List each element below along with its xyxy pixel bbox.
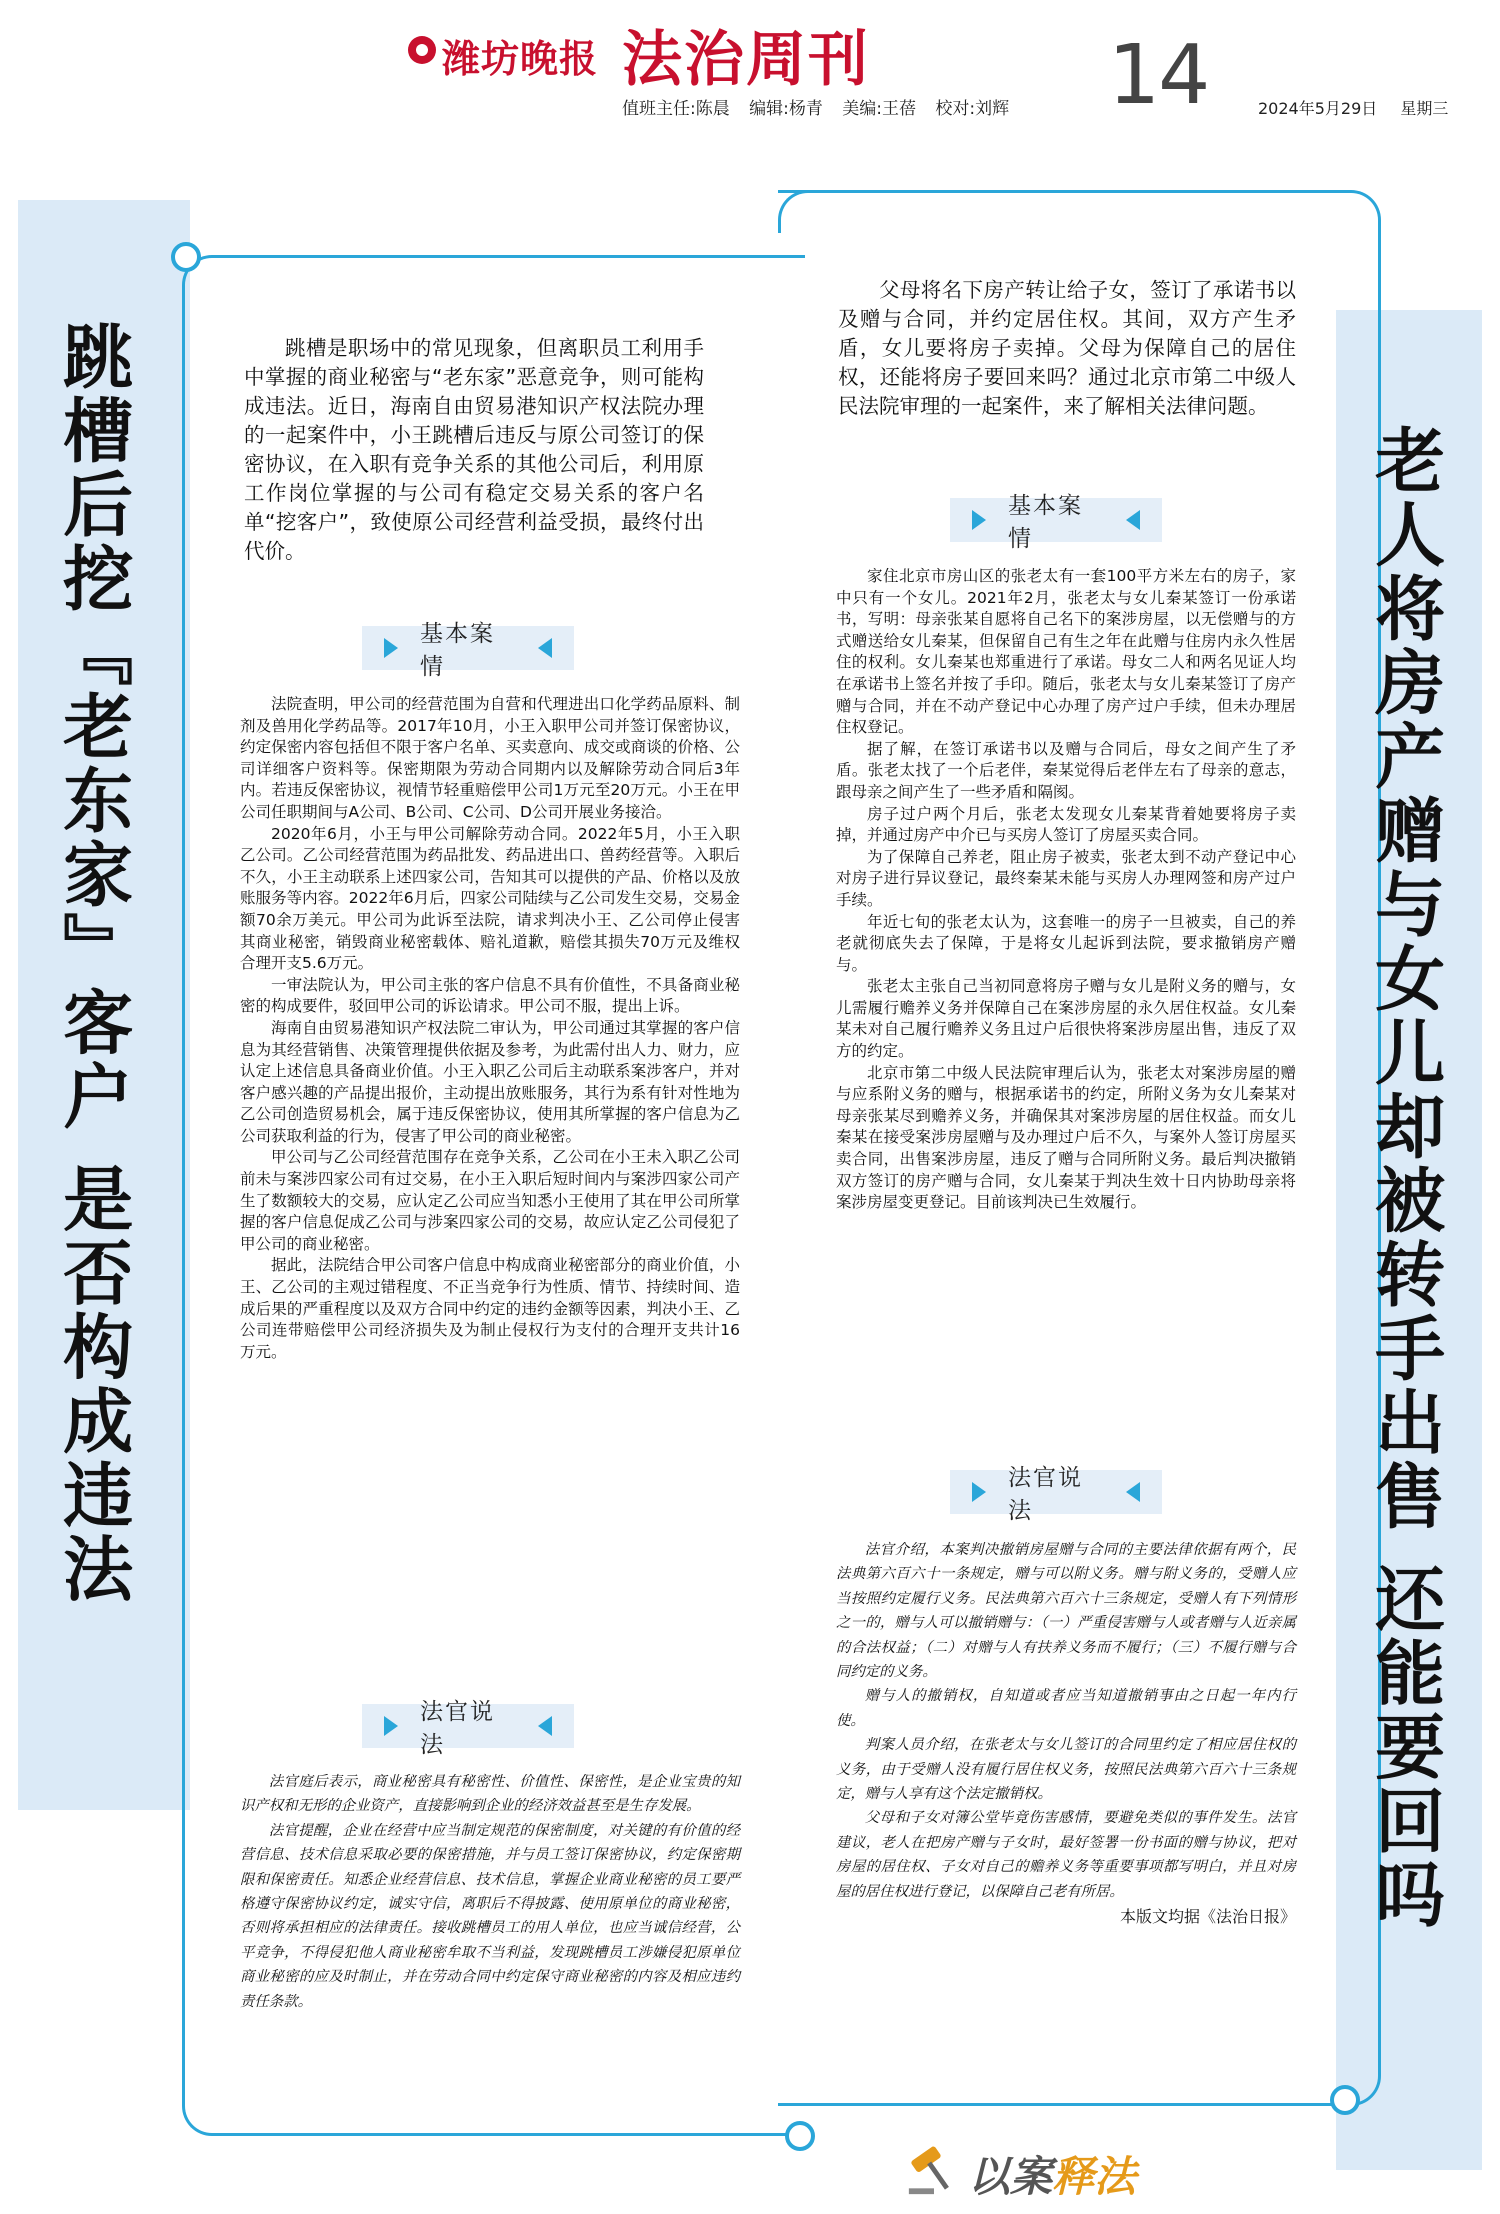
right-judge-paragraph: 法官介绍，本案判决撤销房屋赠与合同的主要法律依据有两个，民法典第六百六十一条规定，赠与可以附义务。赠与附义务的，受赠人应当按照约定履行义务。民法典第六百六十三条规定，受赠人有下列情形之一的，赠与人可以撤销赠与：（一）严重侵害赠与人或者赠与人近亲属的合法权益；（二）对赠与人有扶养义务而不履行；（三）不履行赠与合同约定的义务。: [836, 1542, 1296, 1681]
issue-weekday: 星期三: [1400, 99, 1449, 118]
staff-credits: [622, 94, 1023, 119]
section-name: 法治周刊: [622, 25, 870, 95]
credit-duty-editor: 值班主任:陈晨: [622, 99, 730, 119]
left-case-paragraph: 一审法院认为，甲公司主张的客户信息不具有价值性，不具备商业秘密的构成要件，驳回甲公司的诉讼请求。甲公司不服，提出上诉。: [240, 975, 740, 1016]
tag-arrow-right-icon: [972, 1482, 986, 1502]
right-section-tag-judge: [950, 1465, 1162, 1524]
paper-name: 潍坊晚报: [442, 36, 599, 81]
left-case-paragraph: 甲公司与乙公司经营范围存在竞争关系，乙公司在小王未入职乙公司前未与案涉四家公司有过交易，在小王入职后短时间内与案涉四家公司产生了数额较大的交易，应认定乙公司应当知悉小王使用了其在甲公司所掌握的客户信息促成乙公司与涉案四家公司的交易，故应认定乙公司侵犯了甲公司的商业秘密。: [240, 1148, 740, 1253]
left-case-paragraph: 2020年6月，小王与甲公司解除劳动合同。2022年5月，小王入职乙公司。乙公司经营范围为药品批发、药品进出口、兽药经营等。入职后不久，小王主动联系上述四家公司，告知其可以提供的产品、价格以及放账服务等内容。2022年6月后，四家公司陆续与乙公司发生交易，交易金额70余万美元。甲公司为此诉至法院，请求判决小王、乙公司停止侵害其商业秘密，销毁商业秘密载体、赔礼道歉，赔偿其损失70万元及维权合理开支5.6万元。: [240, 824, 740, 973]
tag-arrow-right-icon: [384, 638, 398, 658]
tag-arrow-left-icon: [538, 1716, 552, 1736]
issue-date: 2024年5月29日: [1258, 99, 1378, 118]
right-judge-paragraph: 赠与人的撤销权，自知道或者应当知道撤销事由之日起一年内行使。: [836, 1688, 1296, 1729]
column-brand-part2: 释法: [1052, 2152, 1137, 2201]
paper-logo-icon: [408, 36, 436, 64]
left-section-tag-case: [362, 621, 574, 680]
right-judge-body: [836, 1538, 1296, 1927]
right-case-paragraph: 房子过户两个月后，张老太发现女儿秦某背着她要将房子卖掉，并通过房产中介已与买房人签订了房屋买卖合同。: [836, 804, 1296, 845]
left-case-body: [240, 694, 740, 1363]
left-frame-dot-icon: [171, 242, 201, 272]
dateline: [1258, 96, 1466, 119]
right-section1-title: 基本案情: [1008, 493, 1083, 552]
right-case-paragraph: 据了解，在签订承诺书以及赠与合同后，母女之间产生了矛盾。张老太找了一个后老伴，秦某觉得后老伴左右了母亲的意志，跟母亲之间产生了一些矛盾和隔阂。: [836, 739, 1296, 801]
tag-arrow-left-icon: [1126, 1482, 1140, 1502]
credit-editor: 编辑:杨青: [749, 99, 823, 119]
right-headline: 老人将房产赠与女儿却被转手出售 还能要回吗: [1363, 424, 1446, 1933]
left-lead: 跳槽是职场中的常见现象，但离职员工利用手中掌握的商业秘密与“老东家”恶意竞争，则可能构成违法。近日，海南自由贸易港知识产权法院办理的一起案件中，小王跳槽后违反与原公司签订的保密协议，在入职有竞争关系的其他公司后，利用原工作岗位掌握的与公司有稳定交易关系的客户名单“挖客户”，致使原公司经营利益受损，最终付出代价。: [244, 336, 704, 563]
right-section-tag-case: [950, 493, 1162, 552]
left-section-tag-judge: [362, 1699, 574, 1758]
left-frame-dot-bottom-icon: [785, 2121, 815, 2151]
credit-designer: 美编:王蓓: [842, 99, 917, 119]
column-brand-part1: 以案: [968, 2152, 1053, 2201]
right-case-paragraph: 家住北京市房山区的张老太有一套100平方米左右的房子，家中只有一个女儿。2021年2月，张老太与女儿秦某签订一份承诺书，写明：母亲张某自愿将自己名下的案涉房屋，以无偿赠与的方式赠送给女儿秦某，但保留自己有生之年在此赠与住房内永久性居住的权利。女儿秦某也郑重进行了承诺。母女二人和两名见证人均在承诺书上签名并按了手印。随后，张老太与女儿秦某签订了房产赠与合同，并在不动产登记中心办理了房产过户手续，但未办理居住权登记。: [836, 567, 1296, 737]
right-case-body: [836, 566, 1296, 1214]
right-judge-paragraph: 父母和子女对簿公堂毕竟伤害感情，要避免类似的事件发生。法官建议，老人在把房产赠与子女时，最好签署一份书面的赠与协议，把对房屋的居住权、子女对自己的赡养义务等重要事项都写明白，并且对房屋的居住权进行登记，以保障自己老有所居。: [836, 1810, 1296, 1900]
right-section2-title: 法官说法: [1008, 1465, 1083, 1524]
tag-arrow-left-icon: [1126, 510, 1140, 530]
right-case-paragraph: 年近七旬的张老太认为，这套唯一的房子一旦被卖，自己的养老就彻底失去了保障，于是将女儿起诉到法院，要求撤销房产赠与。: [836, 912, 1296, 974]
gavel-icon: [905, 2140, 963, 2198]
right-judge-paragraph: 判案人员介绍，在张老太与女儿签订的合同里约定了相应居住权的义务，由于受赠人没有履行居住权义务，按照民法典第六百六十三条规定，赠与人享有这个法定撤销权。: [836, 1737, 1296, 1803]
source-note: 本版文均据《法治日报》: [1119, 1907, 1296, 1927]
page-number: 14: [1108, 28, 1209, 123]
left-section1-title: 基本案情: [420, 621, 495, 680]
right-frame-dot-icon: [1330, 2085, 1360, 2115]
right-case-paragraph: 北京市第二中级人民法院审理后认为，张老太对案涉房屋的赠与应系附义务的赠与，根据承诺书的约定，所附义务为女儿秦某对母亲张某尽到赡养义务，并确保其对案涉房屋的居住权益。而女儿秦某在接受案涉房屋赠与及办理过户后不久，与案外人签订房屋买卖合同，出售案涉房屋，违反了赠与合同所附义务。最后判决撤销双方签订的房产赠与合同，女儿秦某于判决生效十日内协助母亲将案涉房屋变更登记。目前该判决已生效履行。: [836, 1063, 1296, 1212]
tag-arrow-left-icon: [538, 638, 552, 658]
column-brand: [968, 2144, 1136, 2204]
tag-arrow-right-icon: [972, 510, 986, 530]
left-case-paragraph: 据此，法院结合甲公司客户信息中构成商业秘密部分的商业价值，小王、乙公司的主观过错程度、不正当竞争行为性质、情节、持续时间、造成后果的严重程度以及双方合同中约定的违约金额等因素，判决小王、乙公司连带赔偿甲公司经济损失及为制止侵权行为支付的合理开支共计16万元。: [240, 1256, 740, 1361]
left-case-paragraph: 海南自由贸易港知识产权法院二审认为，甲公司通过其掌握的客户信息为其经营销售、决策管理提供依据及参考，为此需付出人力、财力，应认定上述信息具备商业价值。小王入职乙公司后主动联系案涉客户，并对客户感兴趣的产品提出报价，主动提出放账服务，其行为系有针对性地为乙公司创造贸易机会，属于违反保密协议，使用其所掌握的客户信息为乙公司获取利益的行为，侵害了甲公司的商业秘密。: [240, 1018, 740, 1145]
left-case-paragraph: 法院查明，甲公司的经营范围为自营和代理进出口化学药品原料、制剂及兽用化学药品等。2017年10月，小王入职甲公司并签订保密协议，约定保密内容包括但不限于客户名单、买卖意向、成交或商谈的价格、公司详细客户资料等。保密期限为劳动合同期内以及解除劳动合同后3年内。若违反保密协议，视情节轻重赔偿甲公司1万元至20万元。小王在甲公司任职期间与A公司、B公司、C公司、D公司开展业务接洽。: [240, 695, 740, 821]
credit-proofreader: 校对:刘辉: [935, 99, 1010, 119]
right-lead: 父母将名下房产转让给子女，签订了承诺书以及赠与合同，并约定居住权。其间，双方产生矛盾，女儿要将房子卖掉。父母为保障自己的居住权，还能将房子要回来吗？通过北京市第二中级人民法院审理的一起案件，来了解相关法律问题。: [838, 278, 1296, 418]
right-case-paragraph: 张老太主张自己当初同意将房子赠与女儿是附义务的赠与，女儿需履行赡养义务并保障自己在案涉房屋的永久居住权益。女儿秦某未对自己履行赡养义务且过户后很快将案涉房屋出售，违反了双方的约定。: [836, 977, 1296, 1061]
left-judge-paragraph: 法官提醒，企业在经营中应当制定规范的保密制度，对关键的有价值的经营信息、技术信息采取必要的保密措施，并与员工签订保密协议，约定保密期限和保密责任。知悉企业经营信息、技术信息，掌握企业商业秘密的员工要严格遵守保密协议约定，诚实守信，离职后不得披露、使用原单位的商业秘密，否则将承担相应的法律责任。接收跳槽员工的用人单位，也应当诚信经营，公平竞争，不得侵犯他人商业秘密牟取不当利益，发现跳槽员工涉嫌侵犯原单位商业秘密的应及时制止，并在劳动合同中约定保守商业秘密的内容及相应违约责任条款。: [240, 1822, 740, 2010]
left-headline: 跳槽后挖『老东家』客户 是否构成违法: [51, 320, 134, 1607]
tag-arrow-right-icon: [384, 1716, 398, 1736]
right-case-paragraph: 为了保障自己养老，阻止房子被卖，张老太到不动产登记中心对房子进行异议登记，最终秦某未能与买房人办理网签和房产过户手续。: [836, 847, 1296, 909]
left-judge-body: [240, 1770, 740, 2014]
left-judge-paragraph: 法官庭后表示，商业秘密具有秘密性、价值性、保密性，是企业宝贵的知识产权和无形的企业资产，直接影响到企业的经济效益甚至是生存发展。: [240, 1774, 740, 1815]
left-section2-title: 法官说法: [420, 1699, 495, 1758]
